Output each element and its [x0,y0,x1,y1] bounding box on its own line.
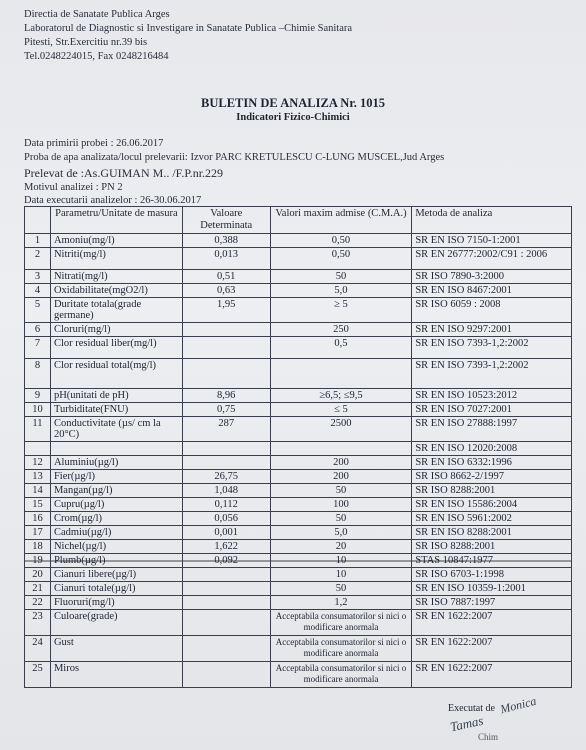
row-number: 19 [25,554,51,568]
row-cma: 1,2 [270,596,412,610]
row-method: SR EN 1622:2007 [412,610,572,636]
row-parameter: Cianuri totale(µg/l) [50,582,182,596]
row-method: STAS 10847:1977 [412,554,572,568]
row-value: 8,96 [182,389,270,403]
row-parameter: Nichel(µg/l) [50,540,182,554]
row-parameter [50,442,182,456]
table-row [25,582,572,596]
row-cma: 250 [270,323,412,337]
row-method: SR EN ISO 7393-1,2:2002 [412,359,572,389]
row-parameter: Clor residual liber(mg/l) [50,337,182,359]
row-cma: ≤ 5 [270,403,412,417]
row-number: 14 [25,484,51,498]
row-value: 0,75 [182,403,270,417]
signature-label: Executat de [448,703,495,714]
row-cma: 50 [270,484,412,498]
row-value [182,662,270,688]
row-value [182,359,270,389]
row-method: SR EN ISO 8467:2001 [412,284,572,298]
institution-header [24,8,352,64]
row-method: SR EN ISO 9297:2001 [412,323,572,337]
header-method: Metoda de analiza [412,207,572,234]
row-value [182,568,270,582]
table-row [25,610,572,636]
row-method: SR EN ISO 5961:2002 [412,512,572,526]
row-parameter: Amoniu(mg/l) [50,234,182,248]
table-row [25,403,572,417]
date-received: Data primirii probei : 26.06.2017 [24,138,164,149]
row-number: 10 [25,403,51,417]
table-row [25,417,572,442]
sample-location: Proba de apa analizata/locul prelevarii: Izvor PARC KRETULESCU C-LUNG MUSCEL,Jud Arges [24,152,445,163]
row-value: 0,001 [182,526,270,540]
sampled-by: Prelevat de :As.GUIMAN M.. /F.P.nr.229 [24,166,224,180]
row-method: SR EN ISO 12020:2008 [412,442,572,456]
row-cma: Acceptabila consumatorilor si nici o modificare anormala [270,610,412,636]
row-cma: 5,0 [270,526,412,540]
row-parameter: Cianuri libere(µg/l) [50,568,182,582]
row-method: SR EN ISO 8288:2001 [412,526,572,540]
table-row [25,298,572,323]
row-method: SR EN ISO 27888:1997 [412,417,572,442]
row-parameter: Fier(µg/l) [50,470,182,484]
row-cma: 20 [270,540,412,554]
header-line: Pitesti, Str.Exercitiu nr.39 bis [24,37,148,48]
table-header-row [25,207,572,234]
header-nr [25,207,51,234]
row-method: SR EN ISO 7027:2001 [412,403,572,417]
row-parameter: Cloruri(mg/l) [50,323,182,337]
table-row [25,470,572,484]
row-parameter: Aluminiu(µg/l) [50,456,182,470]
row-cma: 10 [270,568,412,582]
table-row [25,456,572,470]
row-cma: 50 [270,270,412,284]
row-number [25,442,51,456]
row-parameter: Miros [50,662,182,688]
document-subtitle: Indicatori Fizico-Chimici [236,112,350,123]
row-cma: 50 [270,512,412,526]
row-method: SR EN 1622:2007 [412,662,572,688]
row-method: SR ISO 8662-2/1997 [412,470,572,484]
row-parameter: Nitriti(mg/l) [50,248,182,270]
table-row [25,636,572,662]
row-number: 7 [25,337,51,359]
table-row [25,554,572,568]
row-value [182,636,270,662]
row-value: 0,092 [182,554,270,568]
row-value [182,582,270,596]
row-value [182,323,270,337]
row-number: 9 [25,389,51,403]
row-method: SR ISO 8288:2001 [412,484,572,498]
table-row [25,540,572,554]
table-row [25,323,572,337]
row-number: 13 [25,470,51,484]
table-row [25,512,572,526]
row-method: SR ISO 6703-1:1998 [412,568,572,582]
table-row [25,270,572,284]
results-table [24,206,572,688]
row-value: 1,622 [182,540,270,554]
row-method: SR EN 26777:2002/C91 : 2006 [412,248,572,270]
row-number: 12 [25,456,51,470]
row-value: 0,056 [182,512,270,526]
row-method: SR EN ISO 10523:2012 [412,389,572,403]
row-method: SR EN ISO 7150-1:2001 [412,234,572,248]
row-parameter: Plumb(µg/l) [50,554,182,568]
row-value [182,442,270,456]
row-number: 23 [25,610,51,636]
row-cma [270,359,412,389]
row-number: 3 [25,270,51,284]
row-cma: 50 [270,582,412,596]
header-value: Valoare Determinata [182,207,270,234]
row-value: 287 [182,417,270,442]
execution-date: Data executarii analizelor : 26-30.06.2017 [24,195,202,206]
row-number: 6 [25,323,51,337]
row-parameter: Cupru(µg/l) [50,498,182,512]
row-method: SR EN ISO 6332:1996 [412,456,572,470]
row-parameter: Gust [50,636,182,662]
row-value: 1,95 [182,298,270,323]
row-cma: 100 [270,498,412,512]
row-cma: 2500 [270,417,412,442]
table-row [25,337,572,359]
signature-mark: Chim [478,732,499,742]
row-cma: 0,50 [270,234,412,248]
row-parameter: Cadmiu(µg/l) [50,526,182,540]
row-parameter: Crom(µg/l) [50,512,182,526]
row-number: 8 [25,359,51,389]
row-value: 1,048 [182,484,270,498]
header-line: Directia de Sanatate Publica Arges [24,9,170,20]
table-row [25,484,572,498]
row-value: 0,388 [182,234,270,248]
table-row [25,284,572,298]
table-row [25,568,572,582]
row-method: SR EN ISO 10359-1:2001 [412,582,572,596]
row-number: 25 [25,662,51,688]
signature-name-2: Monica [498,693,538,717]
row-method: SR EN ISO 7393-1,2:2002 [412,337,572,359]
row-value [182,596,270,610]
row-cma [270,442,412,456]
row-number: 21 [25,582,51,596]
table-row [25,596,572,610]
row-parameter: Nitrati(mg/l) [50,270,182,284]
row-parameter: Turbiditate(FNU) [50,403,182,417]
row-cma: 200 [270,470,412,484]
row-cma: Acceptabila consumatorilor si nici o modificare anormala [270,636,412,662]
row-method: SR EN 1622:2007 [412,636,572,662]
header-parameter: Parametru/Unitate de masura [50,207,182,234]
row-parameter: Oxidabilitate(mgO2/l) [50,284,182,298]
row-value: 0,112 [182,498,270,512]
row-value: 0,63 [182,284,270,298]
row-number: 4 [25,284,51,298]
row-cma: 0,5 [270,337,412,359]
row-number: 16 [25,512,51,526]
table-row [25,662,572,688]
row-method: SR EN ISO 15586:2004 [412,498,572,512]
row-parameter: Duritate totala(grade germane) [50,298,182,323]
row-method: SR ISO 8288:2001 [412,540,572,554]
table-row [25,442,572,456]
row-cma: ≥ 5 [270,298,412,323]
row-number: 15 [25,498,51,512]
row-parameter: Fluoruri(mg/l) [50,596,182,610]
row-value [182,456,270,470]
row-number: 1 [25,234,51,248]
row-value: 26,75 [182,470,270,484]
row-number: 24 [25,636,51,662]
row-number: 20 [25,568,51,582]
row-number: 2 [25,248,51,270]
row-method: SR ISO 7890-3:2000 [412,270,572,284]
row-number: 5 [25,298,51,323]
row-number: 22 [25,596,51,610]
row-value [182,337,270,359]
row-method: SR ISO 6059 : 2008 [412,298,572,323]
table-row [25,498,572,512]
row-cma: 10 [270,554,412,568]
row-cma: 200 [270,456,412,470]
row-cma: ≥6,5; ≤9,5 [270,389,412,403]
header-line: Laboratorul de Diagnostic si Investigare in Sanatate Publica –Chimie Sanitara [24,23,353,34]
table-row [25,526,572,540]
analysis-reason: Motivul analizei : PN 2 [24,182,123,193]
table-row [25,389,572,403]
signature-name: Tamas [448,712,485,735]
row-cma: 0,50 [270,248,412,270]
row-value: 0,013 [182,248,270,270]
row-parameter: Culoare(grade) [50,610,182,636]
table-row [25,359,572,389]
row-parameter: pH(unitati de pH) [50,389,182,403]
row-value [182,610,270,636]
row-cma: Acceptabila consumatorilor si nici o modificare anormala [270,662,412,688]
row-parameter: Clor residual total(mg/l) [50,359,182,389]
row-value: 0,51 [182,270,270,284]
row-parameter: Mangan(µg/l) [50,484,182,498]
document-title: BULETIN DE ANALIZA Nr. 1015 [201,96,385,110]
table-row [25,248,572,270]
header-line: Tel.0248224015, Fax 0248216484 [24,51,169,62]
row-number: 17 [25,526,51,540]
row-parameter: Conductivitate (µs/ cm la 20°C) [50,417,182,442]
row-cma: 5,0 [270,284,412,298]
row-number: 18 [25,540,51,554]
table-row [25,234,572,248]
row-number: 11 [25,417,51,442]
header-cma: Valori maxim admise (C.M.A.) [270,207,412,234]
row-method: SR ISO 7887:1997 [412,596,572,610]
